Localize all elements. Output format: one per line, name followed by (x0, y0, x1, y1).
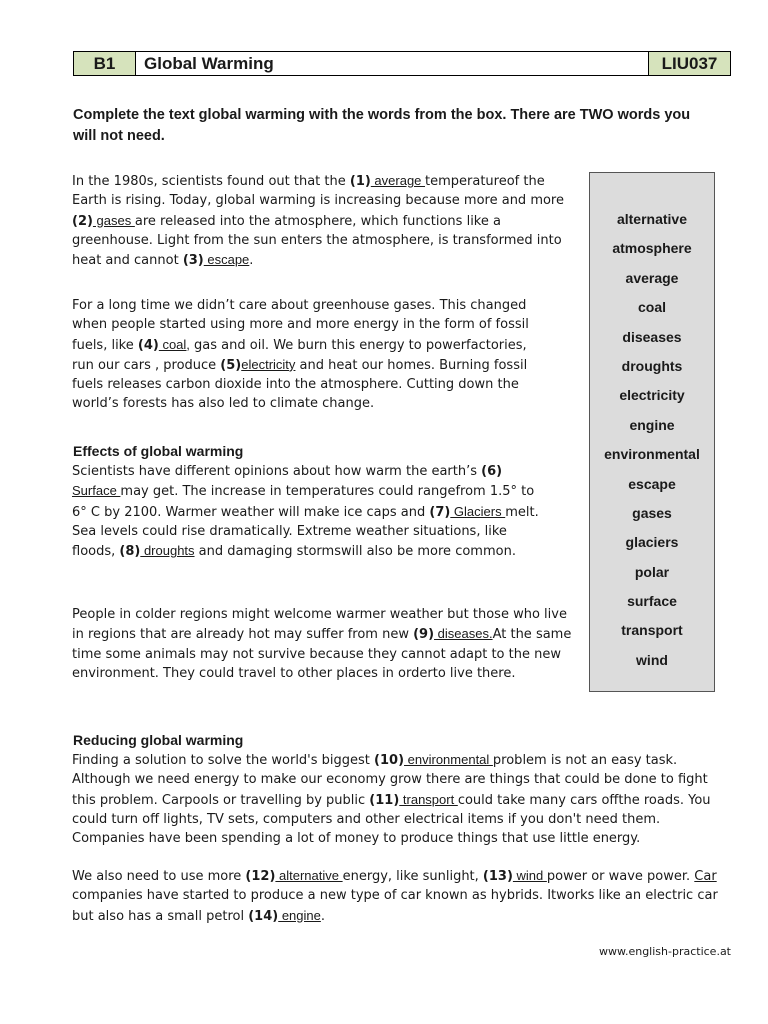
paragraph-intro: In the 1980s, scientists found out that the (1) average temperatureof the Earth is rising. Today, global warming is increasing because more and more (2) gases are released into the atmosphere, which functions like a greenhouse. Light from the sun enters the atmosphere, is transformed into heat and cannot (3) escape. (72, 173, 564, 269)
blank-number: (11) (369, 792, 400, 808)
paragraph-effects: Scientists have different opinions about how warm the earth’s (6) Surface may get. The increase in temperatures could rangefrom 1.5° to 6° C by 2100. Warmer weather will make ice caps and (7) Glaciers melt. Sea levels could rise dramatically. Extreme weather situations, like floods, (8) droughts and damaging stormswill also be more common. (72, 464, 539, 560)
blank-number: (3) (182, 253, 204, 269)
paragraph-greenhouse: For a long time we didn’t care about greenhouse gases. This changed when people started using more and more energy in the form of fossil fuels, like (4) coal, gas and oil. We burn this energy to powerfactories, run our cars , produce (5)electricity and heat our homes. Burning fossil fuels releases carbon dioxide into the atmosphere. Cutting down the world’s forests has also led to climate change. (72, 298, 529, 412)
car-word: Car (694, 869, 717, 884)
blank-number: (10) (374, 753, 405, 768)
blank-number: (6) (481, 464, 503, 479)
paragraph-solutions: We also need to use more (12) alternative energy, like sunlight, (13) wind power or wave power. Car companies have started to produce a new type of car known as hybrids. Itworks like an electric car but also has a small petrol (14) engine. (72, 868, 718, 924)
blank-number: (8) (119, 544, 141, 560)
answer-3: escape (203, 252, 250, 268)
answer-5: electricity (241, 356, 296, 372)
word-item: glaciers (625, 534, 679, 551)
blank-number: (1) (349, 174, 371, 189)
paragraph-reducing: Finding a solution to solve the world's biggest (10) environmental problem is not an easy task. Although we need energy to make our economy grow there are things that could be done to fight this problem. Carpools or travelling by public (11) transport could take many cars offthe roads. You could turn off lights, TV sets, computers and other electrical items if you don't need them. Companies have been spending a lot of money to produce things that use little energy. (72, 752, 711, 847)
word-item: wind (636, 651, 668, 668)
word-item: alternative (616, 211, 688, 227)
blank-number: (13) (482, 869, 513, 884)
word-item: droughts (621, 357, 683, 374)
answer-10: environmental (404, 752, 493, 767)
level-badge: B1 (74, 52, 136, 75)
blank-number: (7) (429, 504, 451, 520)
word-item: transport (621, 622, 683, 639)
answer-1: average (370, 173, 426, 188)
answer-14: engine (278, 907, 321, 923)
word-item: engine (629, 416, 675, 433)
answer-7: Glaciers (450, 503, 506, 519)
answer-4: coal, (158, 336, 190, 352)
word-item: gases (632, 504, 672, 521)
word-item: average (625, 269, 679, 286)
heading-reducing: Reducing global warming (73, 732, 244, 748)
word-item: atmosphere (612, 240, 692, 257)
answer-6: Surface (72, 483, 121, 499)
blank-number: (4) (137, 337, 159, 353)
word-item: diseases (622, 328, 682, 345)
blank-number: (2) (72, 213, 93, 229)
answer-2: gases (92, 212, 135, 228)
worksheet-code: LIU037 (648, 52, 730, 75)
word-item: escape (628, 475, 676, 492)
blank-number: (5) (220, 357, 242, 373)
word-box (589, 172, 715, 692)
word-item: polar (634, 563, 670, 580)
word-list (590, 205, 714, 675)
answer-13: wind (512, 868, 547, 883)
footer-url: www.english-practice.at (598, 945, 731, 958)
blank-number: (12) (245, 869, 276, 884)
answer-12: alternative (275, 868, 343, 883)
heading-effects: Effects of global warming (73, 443, 244, 459)
answer-11: transport (399, 791, 458, 807)
worksheet-title: Global Warming (144, 53, 274, 73)
answer-8: droughts (140, 543, 195, 559)
worksheet-header (73, 51, 731, 76)
blank-number: (14) (248, 908, 279, 924)
word-item: surface (627, 593, 677, 610)
instructions: Complete the text global warming with the words from the box. There are TWO words you will not need. (73, 107, 691, 144)
paragraph-regions: People in colder regions might welcome warmer weather but those who live in regions that are already hot may suffer from new (9) diseases.At the same time some animals may not survive because they cannot adapt to the new environment. They could travel to other places in orderto live there. (72, 607, 572, 681)
word-item: environmental (604, 446, 700, 463)
word-item: coal (637, 299, 666, 316)
word-item: electricity (619, 387, 685, 404)
answer-9: diseases. (434, 626, 493, 642)
blank-number: (9) (413, 627, 435, 643)
